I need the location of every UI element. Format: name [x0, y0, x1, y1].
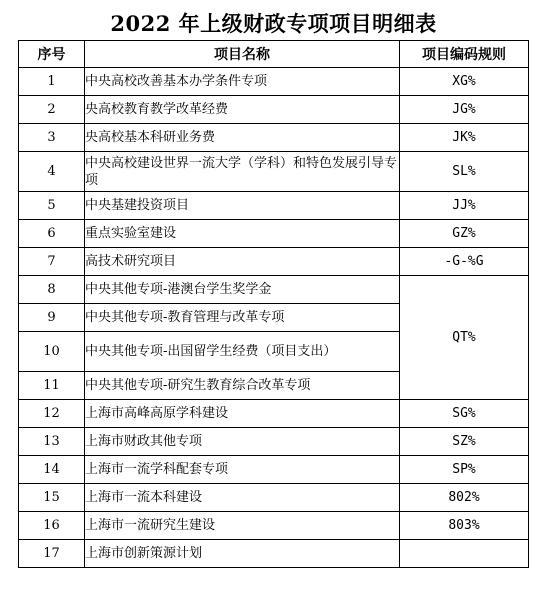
- project-name: 中央高校改善基本办学条件专项: [85, 68, 400, 96]
- project-code: SP%: [400, 456, 529, 484]
- row-number: 14: [19, 456, 85, 484]
- row-number: 9: [19, 304, 85, 332]
- row-number: 1: [19, 68, 85, 96]
- row-number: 10: [19, 332, 85, 372]
- project-name: 央高校基本科研业务费: [85, 124, 400, 152]
- row-number: 17: [19, 540, 85, 568]
- project-code: JK%: [400, 124, 529, 152]
- row-number: 8: [19, 276, 85, 304]
- table-row: [19, 68, 529, 96]
- project-code-merged: QT%: [400, 276, 529, 400]
- project-code: SG%: [400, 400, 529, 428]
- project-code: XG%: [400, 68, 529, 96]
- table-row: [19, 276, 529, 304]
- table-row: [19, 124, 529, 152]
- row-number: 7: [19, 248, 85, 276]
- project-name: 中央其他专项-出国留学生经费（项目支出）: [85, 332, 400, 372]
- table-row: [19, 400, 529, 428]
- project-code: [400, 540, 529, 568]
- project-name: 中央高校建设世界一流大学（学科）和特色发展引导专项: [85, 152, 400, 192]
- row-number: 11: [19, 372, 85, 400]
- table-header-row: [19, 41, 529, 68]
- project-code: 803%: [400, 512, 529, 540]
- project-name: 中央其他专项-教育管理与改革专项: [85, 304, 400, 332]
- project-name: 中央其他专项-港澳台学生奖学金: [85, 276, 400, 304]
- column-header-code: 项目编码规则: [400, 41, 529, 68]
- project-code: SZ%: [400, 428, 529, 456]
- row-number: 5: [19, 192, 85, 220]
- table-row: [19, 248, 529, 276]
- project-code: 802%: [400, 484, 529, 512]
- table-row: [19, 540, 529, 568]
- project-code: JJ%: [400, 192, 529, 220]
- project-name: 上海市创新策源计划: [85, 540, 400, 568]
- table-row: [19, 192, 529, 220]
- table-row: [19, 512, 529, 540]
- project-name: 上海市一流学科配套专项: [85, 456, 400, 484]
- table-row: [19, 428, 529, 456]
- project-name: 重点实验室建设: [85, 220, 400, 248]
- table-row: [19, 456, 529, 484]
- project-name: 高技术研究项目: [85, 248, 400, 276]
- project-code: GZ%: [400, 220, 529, 248]
- column-header-no: 序号: [19, 41, 85, 68]
- project-table: [18, 40, 529, 568]
- project-name: 中央基建投资项目: [85, 192, 400, 220]
- row-number: 2: [19, 96, 85, 124]
- table-row: [19, 152, 529, 192]
- project-name: 上海市一流本科建设: [85, 484, 400, 512]
- project-name: 上海市一流研究生建设: [85, 512, 400, 540]
- row-number: 16: [19, 512, 85, 540]
- row-number: 6: [19, 220, 85, 248]
- row-number: 15: [19, 484, 85, 512]
- project-code: JG%: [400, 96, 529, 124]
- project-name: 央高校教育教学改革经费: [85, 96, 400, 124]
- row-number: 13: [19, 428, 85, 456]
- row-number: 3: [19, 124, 85, 152]
- table-row: [19, 484, 529, 512]
- table-row: [19, 96, 529, 124]
- column-header-name: 项目名称: [85, 41, 400, 68]
- project-code: SL%: [400, 152, 529, 192]
- table-row: [19, 220, 529, 248]
- page-title: 2022 年上级财政专项项目明细表: [110, 11, 437, 36]
- row-number: 12: [19, 400, 85, 428]
- project-code: -G-%G: [400, 248, 529, 276]
- project-name: 中央其他专项-研究生教育综合改革专项: [85, 372, 400, 400]
- project-name: 上海市财政其他专项: [85, 428, 400, 456]
- project-name: 上海市高峰高原学科建设: [85, 400, 400, 428]
- row-number: 4: [19, 152, 85, 192]
